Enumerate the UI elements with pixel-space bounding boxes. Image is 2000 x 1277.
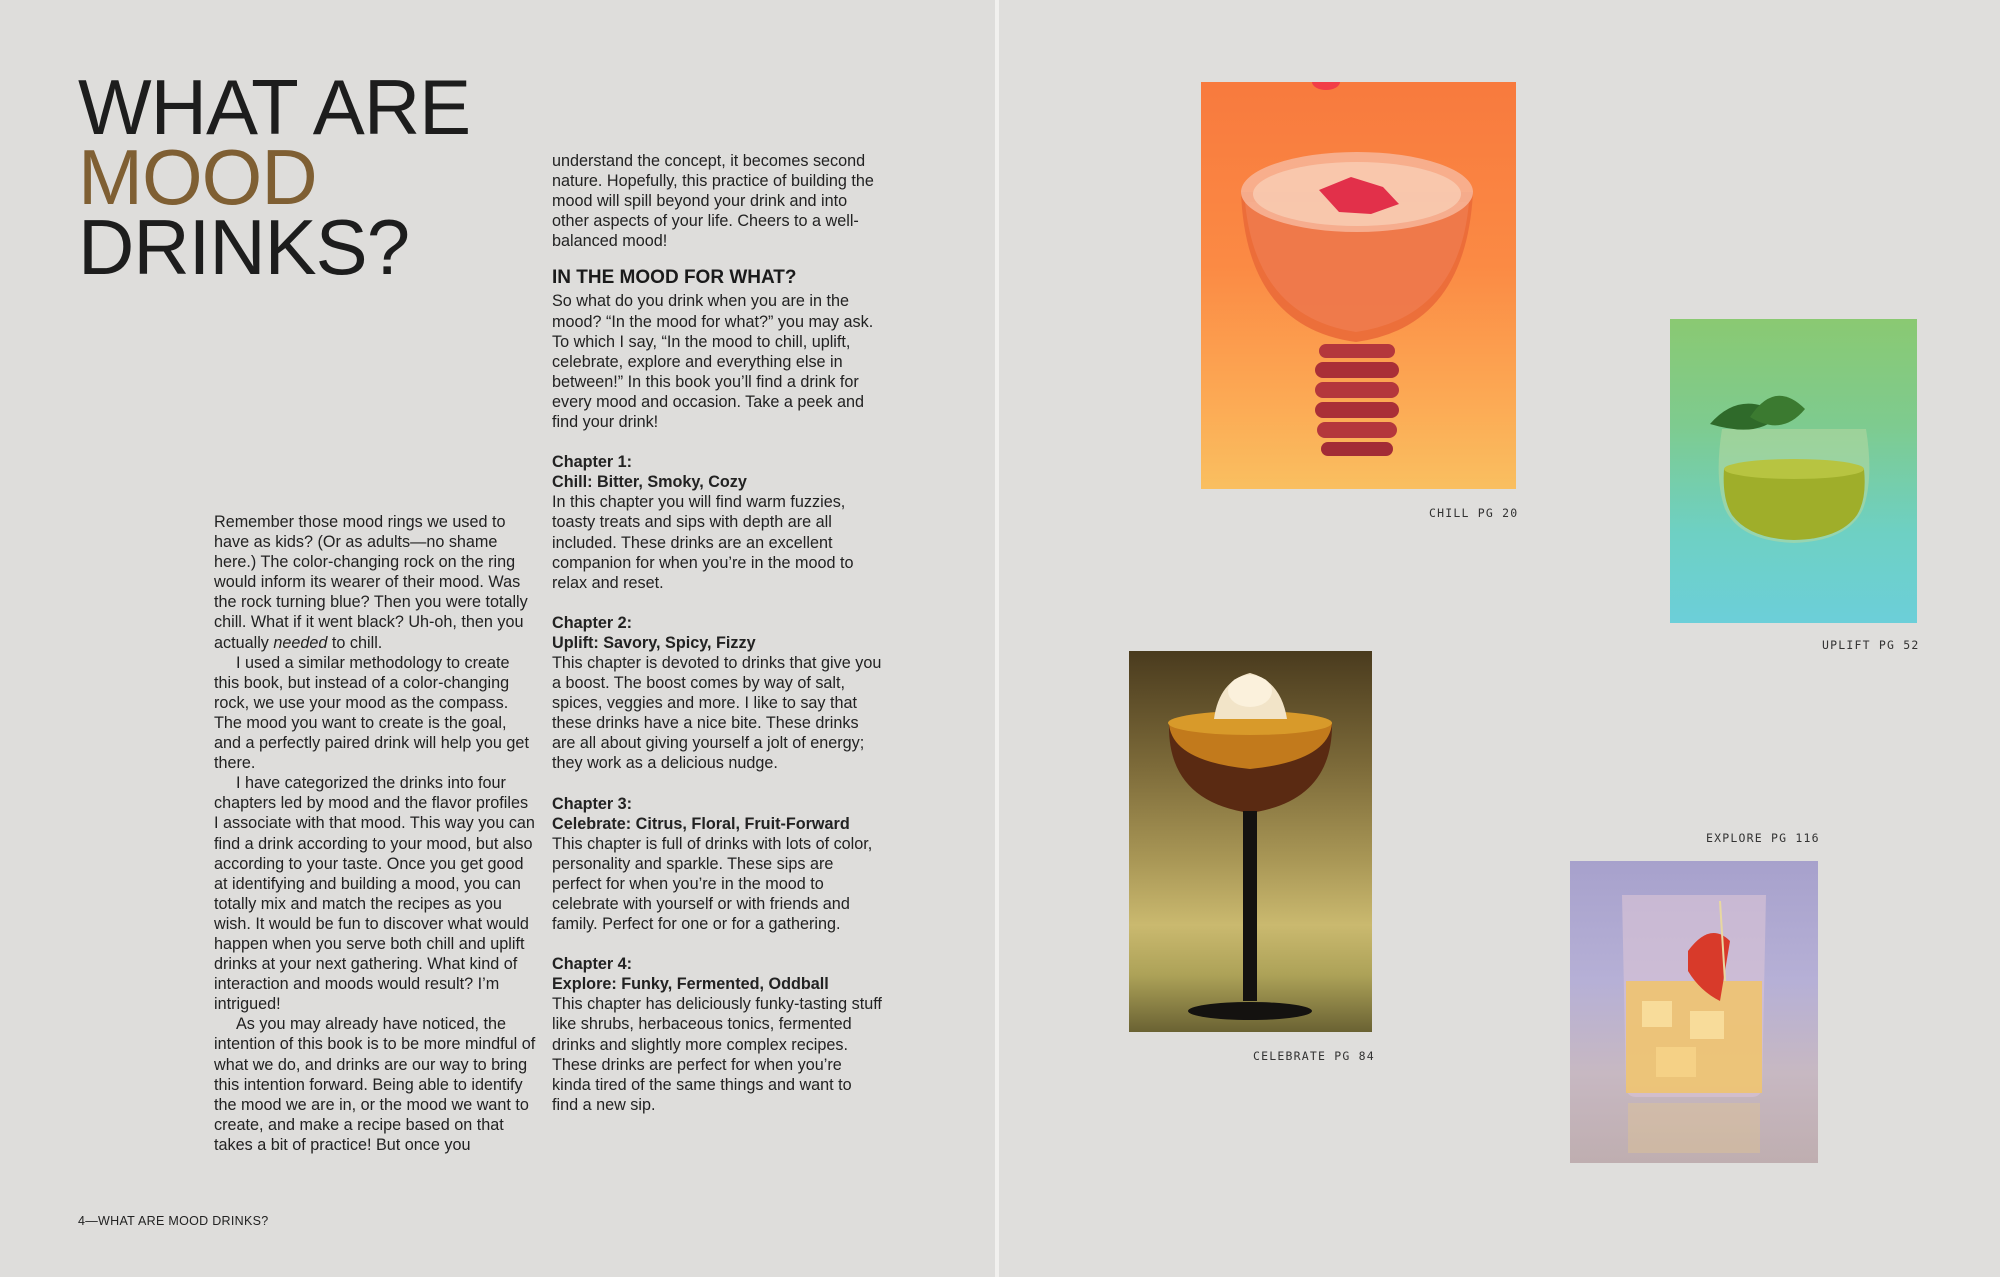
title-line-drinks: DRINKS? (78, 203, 410, 291)
chapter-number: Chapter 4: (552, 955, 633, 974)
chapter-title: Chill: Bitter, Smoky, Cozy (552, 473, 747, 492)
celebrate-caption: CELEBRATE PG 84 (1253, 1049, 1375, 1063)
title-line-mood: MOOD (78, 133, 317, 221)
celebrate-drink-photo (1129, 651, 1372, 1032)
section-heading: IN THE MOOD FOR WHAT? (552, 267, 797, 289)
left-page (0, 0, 995, 1277)
paragraph-methodology: I used a similar methodology to create this book, but instead of a color-changing rock, we use your mood as the compass. The mood you want to create is the goal, and a perfectly paired drink will help you get there. (214, 653, 529, 773)
chapter-description: This chapter has deliciously funky-tasting stuff like shrubs, herbaceous tonics, fermented drinks and slightly more complex recipes. These drinks are perfect for when you’re kinda tired of the same things and want to find a new sip. (552, 995, 882, 1114)
page-title (78, 63, 471, 291)
paragraph-intention: As you may already have noticed, the intention of this book is to be more mindful of what we do, and drinks are our way to bring this intention forward. Being able to identify the mood we are in, or the mood we want to create, and make a recipe based on that takes a bit of practice! But once you (214, 1015, 536, 1154)
chapter-number: Chapter 2: (552, 613, 633, 632)
chapter-4-block (552, 954, 882, 1115)
chill-caption: CHILL PG 20 (1429, 506, 1519, 520)
chapter-description: This chapter is devoted to drinks that give you a boost. The boost comes by way of salt, spices, veggies and more. I like to say that these drinks have a nice bite. These drinks are all about giving yourself a jolt of energy; they work as a delicious nudge. (552, 653, 882, 773)
chapter-title: Explore: Funky, Fermented, Oddball (552, 975, 829, 994)
emphasis-text: needed (273, 633, 328, 652)
chapter-title: Uplift: Savory, Spicy, Fizzy (552, 633, 756, 652)
chapter-1-block (552, 452, 882, 593)
paragraph-text: Remember those mood rings we used to have as kids? (Or as adults—no shame here.) The color-changing rock on the ring would inform its wearer of their mood. Was the rock turning blue? Then you were totally chill. What if it went black? Uh-oh, then you actually (214, 513, 528, 652)
chill-drink-photo (1201, 82, 1516, 489)
chapter-2-block (552, 613, 882, 774)
uplift-drink-photo (1670, 319, 1917, 623)
chapter-description: In this chapter you will find warm fuzzies, toasty treats and sips with depth are all included. These drinks are an excellent companion for when you’re in the mood to relax and reset. (552, 493, 854, 592)
uplift-caption: UPLIFT PG 52 (1822, 638, 1920, 652)
chapter-title: Celebrate: Citrus, Floral, Fruit-Forward (552, 814, 850, 833)
explore-cocktail-illustration (1570, 861, 1818, 1163)
celebrate-cocktail-illustration (1129, 651, 1372, 1032)
paragraph-intro: So what do you drink when you are in the mood? “In the mood for what?” you may ask. To which I say, “In the mood to chill, uplift, celebrate, explore and everything else in between!” In this book you’ll find a drink for every mood and occasion. Take a peek and find your drink! (552, 292, 874, 432)
chapter-number: Chapter 1: (552, 453, 633, 472)
page-folio: 4—WHAT ARE MOOD DRINKS? (78, 1214, 269, 1228)
paragraph-chapters: I have categorized the drinks into four chapters led by mood and the flavor profiles I associate with that mood. This way you can find a drink according to your mood, but also according to your taste. Once you get good at identifying and building a mood, you can totally mix and match the recipes as you wish. It would be fun to discover what would happen when you serve both chill and uplift drinks at your next gathering. What kind of interaction and moods would result? I’m intrigued! (214, 774, 535, 1014)
explore-caption: EXPLORE PG 116 (1706, 831, 1820, 845)
paragraph-mood-rings (214, 512, 536, 653)
chapter-description: This chapter is full of drinks with lots of color, personality and sparkle. These sips are perfect for when you’re in the mood to celebrate with yourself or with friends and family. Perfect for one or for a gathering. (552, 834, 873, 934)
body-column-right (552, 151, 882, 1115)
explore-drink-photo (1570, 861, 1818, 1163)
chapter-number: Chapter 3: (552, 794, 633, 813)
chapter-3-block (552, 794, 882, 935)
paragraph-continuation: understand the concept, it becomes second nature. Hopefully, this practice of building the mood will spill beyond your drink and into other aspects of your life. Cheers to a well-balanced mood! (552, 152, 874, 251)
title-line-what-are: WHAT ARE (78, 63, 471, 151)
paragraph-text: to chill. (327, 633, 383, 652)
chill-cocktail-illustration (1201, 82, 1516, 489)
body-column-left (214, 512, 536, 1155)
uplift-cocktail-illustration (1670, 319, 1917, 623)
